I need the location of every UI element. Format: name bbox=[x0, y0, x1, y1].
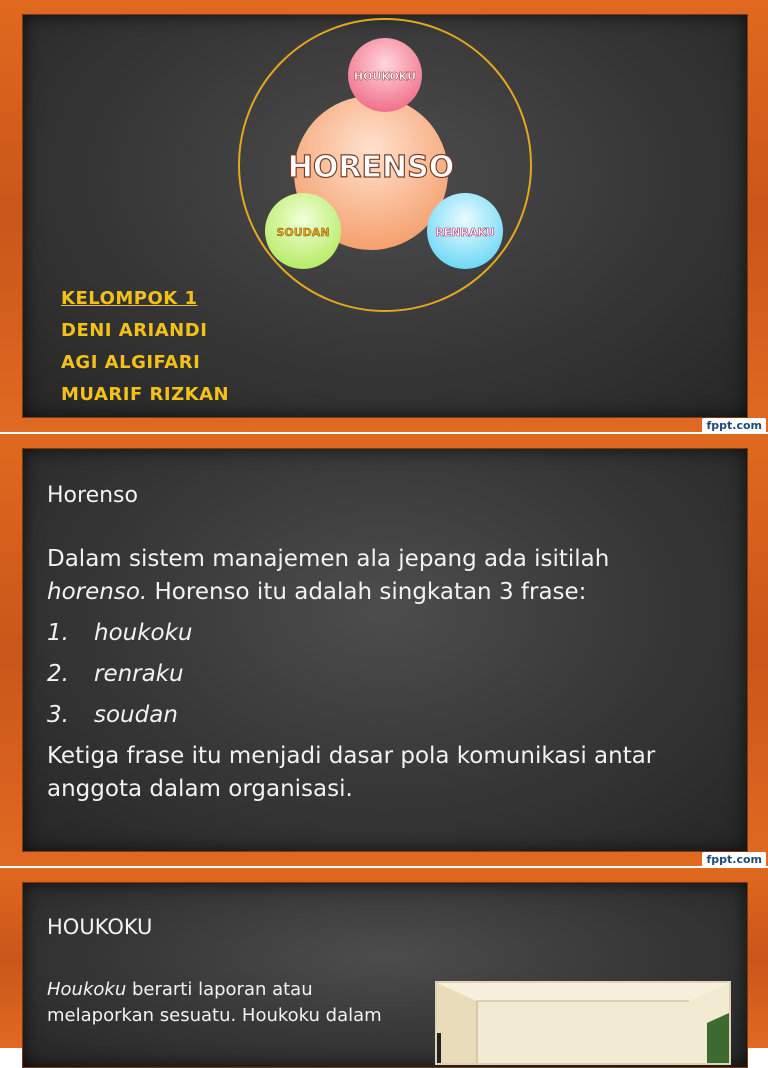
intro-text: Dalam sistem manajemen ala jepang ada isitilah bbox=[47, 546, 610, 572]
intro-italic: horenso. bbox=[47, 579, 148, 605]
group-members bbox=[61, 283, 229, 411]
body-italic: Houkoku bbox=[47, 979, 127, 1000]
list-number: 2. bbox=[47, 661, 69, 687]
intro-paragraph bbox=[47, 543, 687, 609]
list-item bbox=[47, 699, 687, 732]
top-label: HOUKOKU bbox=[353, 70, 417, 83]
chalkboard-1 bbox=[22, 14, 748, 418]
intro-text-2: Horenso itu adalah singkatan 3 frase: bbox=[147, 579, 587, 605]
list-item bbox=[47, 617, 687, 650]
slide-body bbox=[47, 543, 687, 814]
closing-paragraph: Ketiga frase itu menjadi dasar pola komunikasi antar anggota dalam organisasi. bbox=[47, 743, 656, 802]
member-name: DENI ARIANDI bbox=[61, 320, 208, 341]
room-illustration-svg bbox=[437, 983, 729, 1063]
group-name: KELOMPOK 1 bbox=[61, 288, 198, 309]
member-name: MUARIF RIZKAN bbox=[61, 384, 230, 405]
chalkboard-2 bbox=[22, 448, 748, 852]
slide-1 bbox=[0, 0, 768, 432]
list-text: renraku bbox=[94, 661, 184, 687]
slide-body bbox=[47, 977, 407, 1029]
slide-title: HOUKOKU bbox=[47, 915, 153, 939]
chalkboard-3 bbox=[22, 882, 748, 1068]
fppt-watermark: fppt.com bbox=[702, 418, 766, 433]
phrase-list bbox=[47, 617, 687, 732]
list-number: 3. bbox=[47, 702, 69, 728]
fppt-watermark: fppt.com bbox=[702, 852, 766, 867]
member-name: AGI ALGIFARI bbox=[61, 352, 201, 373]
list-text: soudan bbox=[94, 702, 178, 728]
center-label: HORENSO bbox=[287, 150, 455, 185]
room-illustration bbox=[435, 981, 731, 1065]
right-label: RENRAKU bbox=[435, 226, 495, 239]
list-text: houkoku bbox=[94, 620, 193, 646]
list-number: 1. bbox=[47, 620, 69, 646]
left-label: SOUDAN bbox=[276, 226, 330, 239]
slide-2 bbox=[0, 434, 768, 866]
slide-3 bbox=[0, 868, 768, 1048]
slide-title: Horenso bbox=[47, 483, 138, 508]
list-item bbox=[47, 658, 687, 691]
body-text: berarti laporan atau melaporkan sesuatu. Houkoku dalam bbox=[47, 979, 382, 1026]
